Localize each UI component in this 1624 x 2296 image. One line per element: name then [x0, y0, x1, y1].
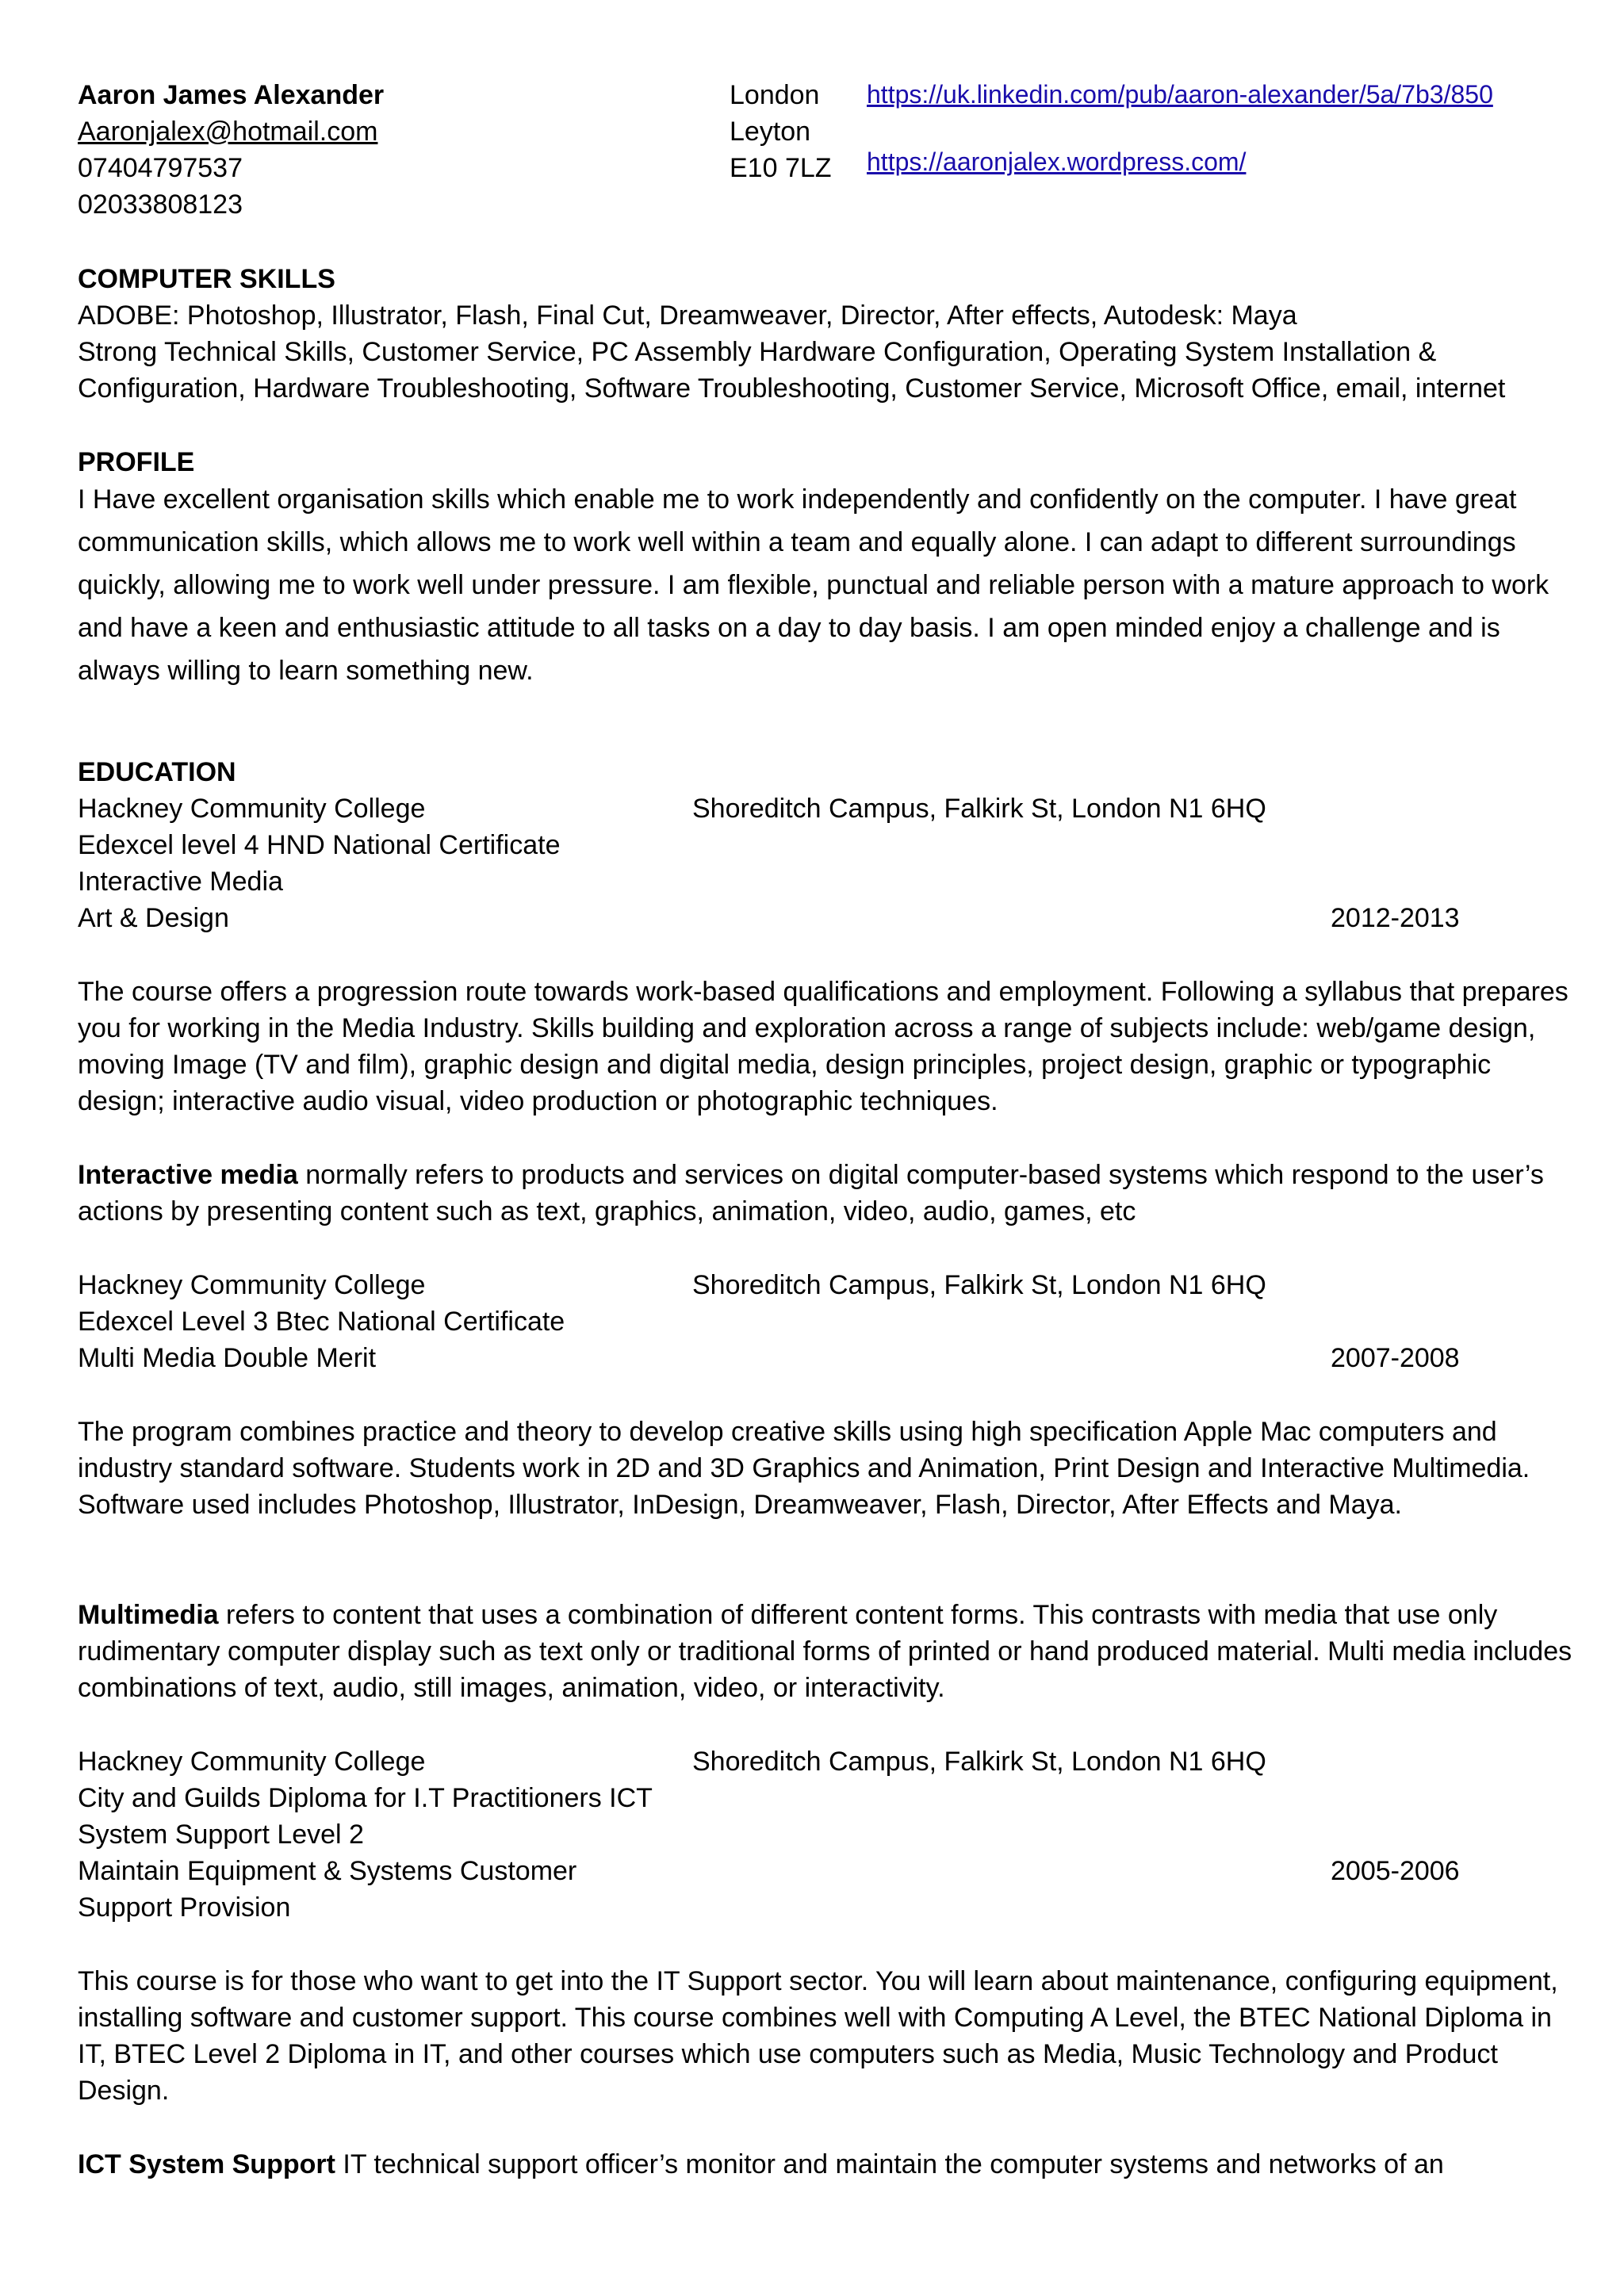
education-qualification: Edexcel Level 3 Btec National Certificate — [78, 1307, 565, 1337]
education-description — [78, 1414, 1584, 1523]
education-subject: Maintain Equipment & Systems Customer — [78, 1856, 577, 1886]
education-subject: Interactive Media — [78, 867, 283, 897]
education-subject: Support Provision — [78, 1892, 291, 1923]
phone-landline: 02033808123 — [78, 189, 243, 220]
education-location: Shoreditch Campus, Falkirk St, London N1 6HQ — [692, 1270, 1266, 1300]
education-college: Hackney Community College — [78, 1270, 426, 1300]
computer-skills-line: ADOBE: Photoshop, Illustrator, Flash, Final Cut, Dreamweaver, Director, After effects, Autodesk: Maya — [78, 300, 1297, 331]
education-term-definition — [78, 1597, 1584, 1706]
education-location: Shoreditch Campus, Falkirk St, London N1 6HQ — [692, 794, 1266, 824]
education-term-definition — [78, 1157, 1584, 1230]
education-years: 2005-2006 — [1331, 1856, 1460, 1886]
education-qualification: City and Guilds Diploma for I.T Practitioners ICT — [78, 1783, 653, 1813]
description-text: This course is for those who want to get into the IT Support sector. You will learn about maintenance, configuring equipment, installing software and customer support. This course combines well with Computing A Level, the BTEC National Diploma in IT, BTEC Level 2 Diploma in IT, and other courses which use computers such as Media, Music Technology and Product Design. — [78, 1966, 1558, 2106]
term-text: IT technical support officer’s monitor and maintain the computer systems and networks of an — [335, 2149, 1444, 2179]
education-college: Hackney Community College — [78, 1747, 426, 1777]
email-address[interactable]: Aaronjalex@hotmail.com — [78, 117, 378, 147]
computer-skills-line: Strong Technical Skills, Customer Service, PC Assembly Hardware Configuration, Operating System Installation & — [78, 337, 1437, 367]
address-city: London — [730, 80, 820, 110]
education-subject: Multi Media Double Merit — [78, 1343, 377, 1373]
address-district: Leyton — [730, 117, 811, 147]
profile-heading: PROFILE — [78, 447, 195, 477]
education-qualification: Edexcel level 4 HND National Certificate — [78, 830, 561, 860]
education-term-definition — [78, 2146, 1584, 2183]
education-years: 2007-2008 — [1331, 1343, 1460, 1373]
profile-text — [78, 478, 1584, 692]
term-text: refers to content that uses a combination of different content forms. This contrasts with media that use only rudimentary computer display such as text only or traditional forms of printed or hand produced material. Multi media includes combinations of text, audio, still images, animation, video, or interactivity. — [78, 1600, 1572, 1703]
education-years: 2012-2013 — [1331, 903, 1460, 933]
term-label: Multimedia — [78, 1600, 219, 1630]
phone-mobile: 07404797537 — [78, 153, 243, 183]
education-subject: Art & Design — [78, 903, 229, 933]
term-text: normally refers to products and services on digital computer-based systems which respond to the user’s actions by presenting content such as text, graphics, animation, video, audio, games, etc — [78, 1160, 1544, 1226]
term-label: Interactive media — [78, 1160, 298, 1190]
education-location: Shoreditch Campus, Falkirk St, London N1 6HQ — [692, 1747, 1266, 1777]
computer-skills-line: Configuration, Hardware Troubleshooting, Software Troubleshooting, Customer Service, Microsoft Office, email, internet — [78, 373, 1506, 404]
education-college: Hackney Community College — [78, 794, 426, 824]
description-text: The program combines practice and theory to develop creative skills using high specification Apple Mac computers and industry standard software. Students work in 2D and 3D Graphics and Animation, Print Design and Interactive Multimedia. Software used includes Photoshop, Illustrator, InDesign, Dreamweaver, Flash, Director, After Effects and Maya. — [78, 1417, 1530, 1520]
candidate-name: Aaron James Alexander — [78, 80, 385, 110]
description-text: The course offers a progression route towards work-based qualifications and employment. Following a syllabus that prepares you for working in the Media Industry. Skills building and exploration across a range of subjects include: web/game design, moving Image (TV and film), graphic design and digital media, design principles, project design, graphic or typographic design; interactive audio visual, video production or photographic techniques. — [78, 977, 1568, 1116]
education-heading: EDUCATION — [78, 757, 236, 787]
profile-paragraph: I Have excellent organisation skills which enable me to work independently and confidently on the computer. I have great communication skills, which allows me to work well within a team and equally alone. I can adapt to different surroundings quickly, allowing me to work well under pressure. I am flexible, punctual and reliable person with a mature approach to work and have a keen and enthusiastic attitude to all tasks on a day to day basis. I am open minded enjoy a challenge and is always willing to learn something new. — [78, 484, 1549, 686]
address-postcode: E10 7LZ — [730, 153, 832, 183]
linkedin-link[interactable]: https://uk.linkedin.com/pub/aaron-alexander/5a/7b3/850 — [867, 80, 1493, 109]
computer-skills-heading: COMPUTER SKILLS — [78, 264, 335, 294]
term-label: ICT System Support — [78, 2149, 335, 2179]
education-description — [78, 1963, 1584, 2109]
education-description — [78, 974, 1584, 1119]
blog-link[interactable]: https://aaronjalex.wordpress.com/ — [867, 147, 1247, 176]
education-qualification: System Support Level 2 — [78, 1820, 364, 1850]
